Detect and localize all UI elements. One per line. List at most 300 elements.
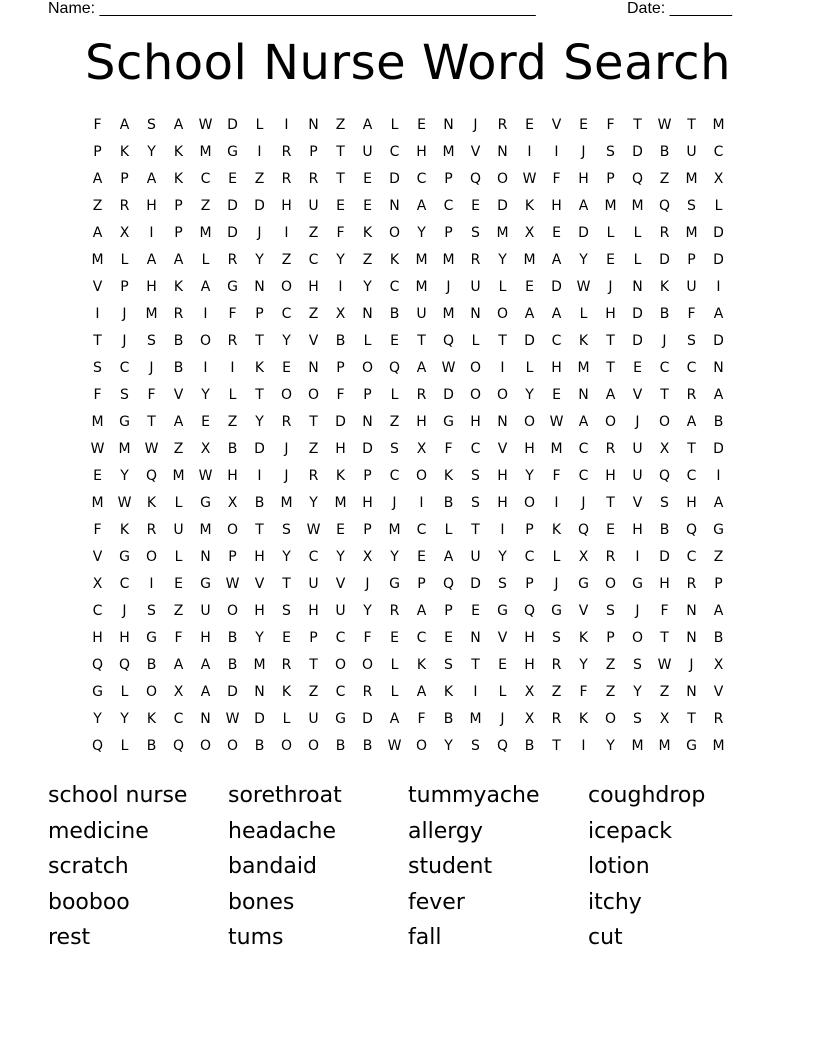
grid-letter[interactable]: H [254, 549, 265, 565]
grid-letter[interactable]: R [416, 387, 427, 403]
grid-letter[interactable]: H [92, 630, 103, 646]
grid-letter[interactable]: A [173, 117, 184, 133]
grid-letter[interactable]: H [497, 468, 508, 484]
grid-letter[interactable]: V [470, 144, 481, 160]
grid-letter[interactable]: Q [442, 576, 455, 592]
grid-letter[interactable]: E [525, 279, 534, 295]
grid-letter[interactable]: U [335, 603, 346, 619]
grid-letter[interactable]: Q [118, 657, 131, 673]
grid-letter[interactable]: C [119, 360, 130, 376]
grid-letter[interactable]: B [146, 657, 157, 673]
grid-letter[interactable]: I [419, 495, 424, 511]
grid-letter[interactable]: K [173, 171, 184, 187]
grid-letter[interactable]: K [173, 279, 184, 295]
grid-letter[interactable]: Q [658, 468, 671, 484]
grid-letter[interactable]: K [443, 468, 454, 484]
grid-letter[interactable]: A [92, 171, 103, 187]
grid-letter[interactable]: B [335, 738, 346, 754]
grid-letter[interactable]: J [149, 360, 154, 376]
grid-letter[interactable]: F [363, 630, 372, 646]
grid-letter[interactable]: G [497, 603, 508, 619]
grid-letter[interactable]: K [578, 333, 589, 349]
grid-letter[interactable]: Y [363, 603, 372, 619]
grid-letter[interactable]: H [524, 630, 535, 646]
grid-letter[interactable]: C [416, 522, 427, 538]
grid-letter[interactable]: O [361, 657, 374, 673]
grid-letter[interactable]: E [390, 630, 399, 646]
grid-letter[interactable]: G [713, 522, 724, 538]
grid-letter[interactable]: H [605, 306, 616, 322]
grid-letter[interactable]: V [551, 117, 562, 133]
grid-letter[interactable]: K [659, 279, 670, 295]
grid-letter[interactable]: O [388, 225, 401, 241]
grid-letter[interactable]: D [632, 144, 643, 160]
grid-letter[interactable]: F [606, 117, 615, 133]
grid-letter[interactable]: O [631, 630, 644, 646]
grid-letter[interactable]: M [172, 468, 185, 484]
grid-letter[interactable]: Z [308, 306, 319, 322]
grid-letter[interactable]: R [605, 549, 616, 565]
grid-letter[interactable]: Z [659, 684, 670, 700]
grid-letter[interactable]: O [604, 414, 617, 430]
grid-letter[interactable]: H [470, 414, 481, 430]
grid-letter[interactable]: J [608, 279, 613, 295]
grid-letter[interactable]: I [716, 468, 721, 484]
grid-letter[interactable]: U [686, 144, 697, 160]
grid-letter[interactable]: L [498, 684, 507, 700]
grid-letter[interactable]: A [686, 414, 697, 430]
name-field[interactable]: Name: _________________________________________________ [48, 0, 536, 17]
grid-letter[interactable]: L [633, 225, 642, 241]
grid-letter[interactable]: I [554, 144, 559, 160]
grid-letter[interactable]: Y [255, 630, 264, 646]
grid-letter[interactable]: K [362, 225, 373, 241]
grid-letter[interactable]: P [228, 549, 237, 565]
grid-letter[interactable]: U [173, 522, 184, 538]
grid-letter[interactable]: S [633, 657, 642, 673]
grid-letter[interactable]: E [228, 171, 237, 187]
grid-letter[interactable]: K [578, 630, 589, 646]
grid-letter[interactable]: S [552, 630, 561, 646]
grid-letter[interactable]: O [415, 468, 428, 484]
grid-letter[interactable]: F [579, 684, 588, 700]
grid-letter[interactable]: D [254, 198, 265, 214]
grid-letter[interactable]: Y [633, 684, 642, 700]
grid-letter[interactable]: E [552, 225, 561, 241]
grid-letter[interactable]: H [254, 603, 265, 619]
grid-letter[interactable]: F [93, 387, 102, 403]
grid-letter[interactable]: N [308, 360, 319, 376]
grid-letter[interactable]: G [92, 684, 103, 700]
grid-letter[interactable]: Y [255, 414, 264, 430]
grid-letter[interactable]: J [122, 603, 127, 619]
grid-letter[interactable]: D [632, 306, 643, 322]
grid-letter[interactable]: M [685, 225, 698, 241]
grid-letter[interactable]: F [147, 387, 156, 403]
grid-letter[interactable]: D [713, 225, 724, 241]
grid-letter[interactable]: C [335, 684, 346, 700]
grid-letter[interactable]: L [390, 117, 399, 133]
grid-letter[interactable]: E [471, 198, 480, 214]
grid-letter[interactable]: R [713, 711, 724, 727]
grid-letter[interactable]: A [200, 279, 211, 295]
grid-letter[interactable]: T [552, 738, 561, 754]
grid-letter[interactable]: V [335, 576, 346, 592]
grid-letter[interactable]: L [120, 252, 129, 268]
grid-letter[interactable]: T [606, 360, 615, 376]
grid-letter[interactable]: N [497, 414, 508, 430]
grid-letter[interactable]: D [389, 171, 400, 187]
grid-letter[interactable]: T [336, 171, 345, 187]
grid-letter[interactable]: S [444, 657, 453, 673]
grid-letter[interactable]: D [578, 225, 589, 241]
grid-letter[interactable]: M [496, 225, 509, 241]
grid-letter[interactable]: A [551, 306, 562, 322]
grid-letter[interactable]: H [578, 171, 589, 187]
grid-letter[interactable]: S [498, 576, 507, 592]
grid-letter[interactable]: D [632, 333, 643, 349]
grid-letter[interactable]: F [174, 630, 183, 646]
grid-letter[interactable]: O [361, 360, 374, 376]
grid-letter[interactable]: E [282, 360, 291, 376]
grid-letter[interactable]: L [390, 387, 399, 403]
grid-letter[interactable]: D [659, 252, 670, 268]
grid-letter[interactable]: J [635, 603, 640, 619]
grid-letter[interactable]: N [254, 279, 265, 295]
grid-letter[interactable]: U [308, 576, 319, 592]
grid-letter[interactable]: S [471, 738, 480, 754]
grid-letter[interactable]: I [149, 225, 154, 241]
grid-letter[interactable]: E [363, 171, 372, 187]
grid-letter[interactable]: V [92, 279, 103, 295]
grid-letter[interactable]: S [471, 468, 480, 484]
grid-letter[interactable]: X [119, 225, 130, 241]
grid-letter[interactable]: M [631, 198, 644, 214]
grid-letter[interactable]: I [230, 360, 235, 376]
grid-letter[interactable]: J [446, 279, 451, 295]
grid-letter[interactable]: Z [92, 198, 103, 214]
grid-letter[interactable]: P [93, 144, 102, 160]
grid-letter[interactable]: H [659, 576, 670, 592]
grid-letter[interactable]: E [606, 522, 615, 538]
grid-letter[interactable]: I [338, 279, 343, 295]
grid-letter[interactable]: G [686, 738, 697, 754]
grid-letter[interactable]: D [227, 198, 238, 214]
grid-letter[interactable]: N [686, 630, 697, 646]
grid-letter[interactable]: H [605, 468, 616, 484]
grid-letter[interactable]: V [254, 576, 265, 592]
grid-letter[interactable]: W [90, 441, 105, 457]
grid-letter[interactable]: K [416, 657, 427, 673]
grid-letter[interactable]: D [362, 441, 373, 457]
grid-letter[interactable]: E [363, 198, 372, 214]
grid-letter[interactable]: I [581, 738, 586, 754]
grid-letter[interactable]: G [389, 576, 400, 592]
grid-letter[interactable]: L [390, 657, 399, 673]
grid-letter[interactable]: S [282, 603, 291, 619]
grid-letter[interactable]: B [173, 333, 184, 349]
grid-letter[interactable]: T [660, 387, 669, 403]
grid-letter[interactable]: O [307, 387, 320, 403]
grid-letter[interactable]: Z [200, 198, 211, 214]
grid-letter[interactable]: O [226, 738, 239, 754]
grid-letter[interactable]: C [470, 441, 481, 457]
grid-letter[interactable]: Y [309, 495, 318, 511]
grid-letter[interactable]: M [604, 198, 617, 214]
grid-letter[interactable]: R [308, 171, 319, 187]
grid-letter[interactable]: O [604, 711, 617, 727]
grid-letter[interactable]: K [173, 144, 184, 160]
grid-letter[interactable]: M [145, 306, 158, 322]
grid-letter[interactable]: P [606, 171, 615, 187]
grid-letter[interactable]: L [201, 252, 210, 268]
grid-letter[interactable]: A [173, 252, 184, 268]
grid-letter[interactable]: D [362, 711, 373, 727]
grid-letter[interactable]: N [362, 414, 373, 430]
grid-letter[interactable]: M [388, 522, 401, 538]
grid-letter[interactable]: E [174, 576, 183, 592]
grid-letter[interactable]: V [497, 441, 508, 457]
grid-letter[interactable]: T [336, 144, 345, 160]
grid-letter[interactable]: E [336, 522, 345, 538]
grid-letter[interactable]: A [200, 684, 211, 700]
grid-letter[interactable]: H [308, 279, 319, 295]
grid-letter[interactable]: J [122, 333, 127, 349]
grid-letter[interactable]: L [714, 198, 723, 214]
grid-letter[interactable]: A [173, 657, 184, 673]
grid-letter[interactable]: D [713, 441, 724, 457]
grid-letter[interactable]: H [524, 441, 535, 457]
grid-letter[interactable]: Y [390, 549, 399, 565]
grid-letter[interactable]: O [469, 360, 482, 376]
grid-letter[interactable]: M [712, 117, 725, 133]
grid-letter[interactable]: Q [91, 657, 104, 673]
grid-letter[interactable]: S [606, 603, 615, 619]
grid-letter[interactable]: V [632, 387, 643, 403]
grid-letter[interactable]: E [390, 333, 399, 349]
grid-letter[interactable]: O [334, 657, 347, 673]
grid-letter[interactable]: K [551, 522, 562, 538]
grid-letter[interactable]: A [416, 603, 427, 619]
grid-letter[interactable]: Z [362, 252, 373, 268]
grid-letter[interactable]: R [227, 252, 238, 268]
grid-letter[interactable]: Z [281, 252, 292, 268]
grid-letter[interactable]: M [91, 252, 104, 268]
grid-letter[interactable]: X [173, 684, 184, 700]
grid-letter[interactable]: L [120, 738, 129, 754]
grid-letter[interactable]: P [606, 630, 615, 646]
grid-letter[interactable]: M [199, 225, 212, 241]
grid-letter[interactable]: T [255, 522, 264, 538]
grid-letter[interactable]: N [200, 711, 211, 727]
grid-letter[interactable]: C [389, 468, 400, 484]
grid-letter[interactable]: N [632, 279, 643, 295]
grid-letter[interactable]: G [227, 144, 238, 160]
grid-letter[interactable]: T [687, 711, 696, 727]
grid-letter[interactable]: S [687, 198, 696, 214]
grid-letter[interactable]: M [199, 144, 212, 160]
grid-letter[interactable]: O [145, 684, 158, 700]
grid-letter[interactable]: V [497, 630, 508, 646]
grid-letter[interactable]: P [174, 198, 183, 214]
grid-letter[interactable]: C [308, 252, 319, 268]
grid-letter[interactable]: S [687, 333, 696, 349]
date-field[interactable]: Date: _______ [627, 0, 732, 17]
grid-letter[interactable]: D [227, 225, 238, 241]
grid-letter[interactable]: U [632, 441, 643, 457]
grid-letter[interactable]: E [606, 252, 615, 268]
grid-letter[interactable]: C [578, 468, 589, 484]
grid-letter[interactable]: A [362, 117, 373, 133]
grid-letter[interactable]: C [686, 360, 697, 376]
grid-letter[interactable]: T [282, 576, 291, 592]
grid-letter[interactable]: R [470, 252, 481, 268]
grid-letter[interactable]: M [253, 657, 266, 673]
grid-letter[interactable]: R [605, 441, 616, 457]
grid-letter[interactable]: G [227, 279, 238, 295]
grid-letter[interactable]: C [443, 198, 454, 214]
grid-letter[interactable]: O [226, 603, 239, 619]
grid-letter[interactable]: I [500, 360, 505, 376]
grid-letter[interactable]: C [686, 549, 697, 565]
grid-letter[interactable]: Y [147, 144, 156, 160]
grid-letter[interactable]: A [713, 387, 724, 403]
grid-letter[interactable]: A [416, 360, 427, 376]
grid-letter[interactable]: V [308, 333, 319, 349]
grid-letter[interactable]: M [550, 441, 563, 457]
grid-letter[interactable]: Y [363, 279, 372, 295]
grid-letter[interactable]: N [470, 630, 481, 646]
grid-letter[interactable]: P [444, 171, 453, 187]
grid-letter[interactable]: D [524, 333, 535, 349]
grid-letter[interactable]: A [146, 252, 157, 268]
grid-letter[interactable]: P [444, 225, 453, 241]
grid-letter[interactable]: P [309, 630, 318, 646]
grid-letter[interactable]: A [389, 711, 400, 727]
grid-letter[interactable]: A [416, 198, 427, 214]
grid-letter[interactable]: C [389, 144, 400, 160]
grid-letter[interactable]: T [309, 657, 318, 673]
grid-letter[interactable]: Q [145, 468, 158, 484]
grid-letter[interactable]: C [416, 171, 427, 187]
grid-letter[interactable]: X [524, 225, 535, 241]
grid-letter[interactable]: H [416, 144, 427, 160]
grid-letter[interactable]: I [635, 549, 640, 565]
grid-letter[interactable]: V [173, 387, 184, 403]
grid-letter[interactable]: M [469, 711, 482, 727]
grid-letter[interactable]: C [335, 630, 346, 646]
grid-letter[interactable]: E [93, 468, 102, 484]
grid-letter[interactable]: Z [659, 171, 670, 187]
grid-letter[interactable]: H [119, 630, 130, 646]
grid-letter[interactable]: C [308, 549, 319, 565]
grid-letter[interactable]: S [390, 441, 399, 457]
grid-letter[interactable]: R [659, 225, 670, 241]
grid-letter[interactable]: T [633, 117, 642, 133]
grid-letter[interactable]: W [198, 117, 213, 133]
grid-letter[interactable]: R [389, 603, 400, 619]
grid-letter[interactable]: L [282, 711, 291, 727]
grid-letter[interactable]: O [496, 306, 509, 322]
grid-letter[interactable]: R [686, 387, 697, 403]
grid-letter[interactable]: Y [606, 738, 615, 754]
grid-letter[interactable]: T [471, 522, 480, 538]
grid-letter[interactable]: D [254, 441, 265, 457]
grid-letter[interactable]: T [687, 441, 696, 457]
grid-letter[interactable]: E [525, 117, 534, 133]
grid-letter[interactable]: Q [577, 522, 590, 538]
grid-letter[interactable]: N [686, 603, 697, 619]
grid-letter[interactable]: H [200, 630, 211, 646]
grid-letter[interactable]: R [281, 414, 292, 430]
grid-letter[interactable]: U [686, 279, 697, 295]
grid-letter[interactable]: O [280, 738, 293, 754]
grid-letter[interactable]: I [284, 117, 289, 133]
grid-letter[interactable]: Y [525, 387, 534, 403]
grid-letter[interactable]: W [225, 711, 240, 727]
grid-letter[interactable]: D [227, 117, 238, 133]
grid-letter[interactable]: T [606, 495, 615, 511]
grid-letter[interactable]: T [147, 414, 156, 430]
grid-letter[interactable]: M [415, 279, 428, 295]
grid-letter[interactable]: E [579, 117, 588, 133]
grid-letter[interactable]: F [444, 441, 453, 457]
grid-letter[interactable]: S [147, 603, 156, 619]
grid-letter[interactable]: J [284, 468, 289, 484]
grid-letter[interactable]: Y [417, 225, 426, 241]
grid-letter[interactable]: R [551, 657, 562, 673]
grid-letter[interactable]: M [442, 144, 455, 160]
grid-letter[interactable]: H [146, 279, 157, 295]
grid-letter[interactable]: T [687, 117, 696, 133]
grid-letter[interactable]: B [335, 333, 346, 349]
grid-letter[interactable]: Y [282, 333, 291, 349]
grid-letter[interactable]: X [362, 549, 373, 565]
grid-letter[interactable]: S [660, 495, 669, 511]
grid-letter[interactable]: T [471, 657, 480, 673]
grid-letter[interactable]: B [227, 657, 238, 673]
grid-letter[interactable]: L [471, 333, 480, 349]
grid-letter[interactable]: I [284, 225, 289, 241]
grid-letter[interactable]: X [92, 576, 103, 592]
grid-letter[interactable]: P [525, 522, 534, 538]
grid-letter[interactable]: L [444, 522, 453, 538]
grid-letter[interactable]: E [498, 657, 507, 673]
grid-letter[interactable]: A [146, 171, 157, 187]
grid-letter[interactable]: L [390, 684, 399, 700]
grid-letter[interactable]: I [473, 684, 478, 700]
grid-letter[interactable]: D [470, 576, 481, 592]
grid-letter[interactable]: H [686, 495, 697, 511]
grid-letter[interactable]: Y [336, 549, 345, 565]
grid-letter[interactable]: T [255, 387, 264, 403]
grid-letter[interactable]: Y [255, 252, 264, 268]
grid-letter[interactable]: O [280, 279, 293, 295]
grid-letter[interactable]: M [658, 738, 671, 754]
grid-letter[interactable]: G [551, 603, 562, 619]
grid-letter[interactable]: O [496, 171, 509, 187]
grid-letter[interactable]: P [714, 576, 723, 592]
grid-letter[interactable]: B [713, 414, 724, 430]
grid-letter[interactable]: A [713, 306, 724, 322]
grid-letter[interactable]: Q [496, 738, 509, 754]
grid-letter[interactable]: E [201, 414, 210, 430]
grid-letter[interactable]: L [525, 360, 534, 376]
grid-letter[interactable]: X [227, 495, 238, 511]
grid-letter[interactable]: Z [173, 603, 184, 619]
grid-letter[interactable]: X [524, 711, 535, 727]
grid-letter[interactable]: E [417, 549, 426, 565]
